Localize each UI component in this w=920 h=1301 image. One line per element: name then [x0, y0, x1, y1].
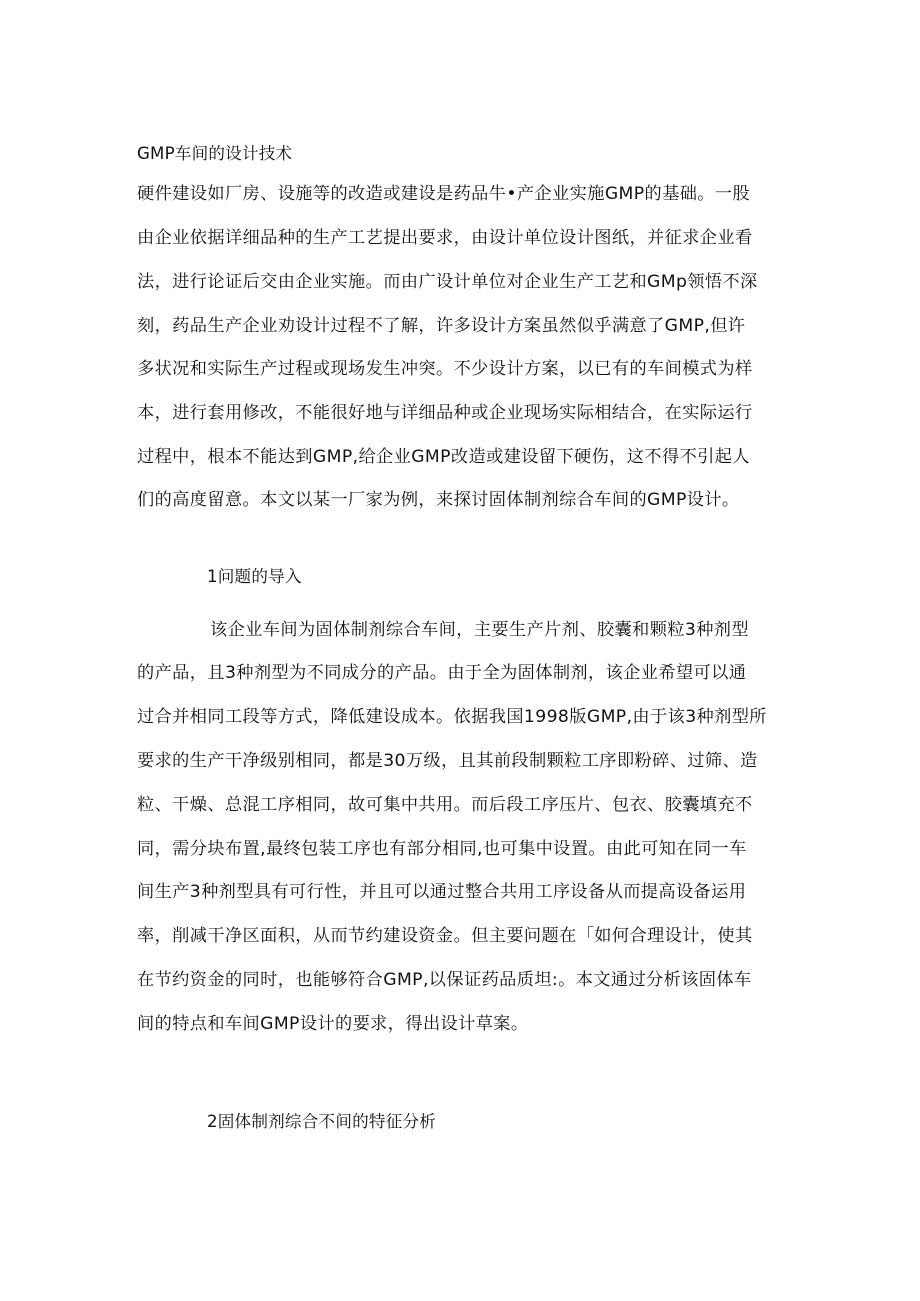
intro-line-7: 过程中，根本不能达到GMP,给企业GMP改造或建设留下硬伤，这不得不引起人: [137, 447, 750, 467]
intro-line-5: 多状况和实际生产过程或现场发生冲突。不少设计方案，以已有的车间模式为样: [137, 359, 753, 379]
section-2-heading: 2固体制剂综合不间的特征分析: [207, 1112, 437, 1131]
intro-line-3: 法，进行论证后交由企业实施。而由广设计单位对企业生产工艺和GMp领悟不深: [137, 272, 758, 292]
intro-line-1: 硬件建设如厂房、设施等的改造或建设是药品牛•产企业实施GMP的基础。一股: [137, 184, 751, 204]
section-1-line-7: 间生产3种剂型具有可行性，并且可以通过整合共用工序设备从而提高设备运用: [137, 882, 747, 902]
section-1-line-4: 要求的生产干净级别相同，都是30万级，且其前段制颗粒工序即粉碎、过筛、造: [137, 751, 758, 771]
section-1-line-1: 该企业车间为固体制剂综合车间，主要生产片剂、胶囊和颗粒3种剂型: [210, 620, 749, 640]
section-1-line-9: 在节约资金的同时，也能够符合GMP,以保证药品质坦:。本文通过分析该固体车: [137, 970, 752, 990]
intro-line-8: 们的高度留意。本文以某一厂家为例，来探讨固体制剂综合车间的GMP设计。: [137, 490, 740, 510]
document-title: GMP车间的设计技术: [137, 144, 293, 163]
section-1-line-3: 过合并相同工段等方式，降低建设成本。依据我国1998版GMP,由于该3种剂型所: [137, 707, 767, 727]
section-1-line-6: 同，需分块布置,最终包装工序也有部分相同,也可集中设置。由此可知在同一车: [137, 839, 747, 859]
section-1-line-10: 间的特点和车间GMP设计的要求，得出设计草案。: [137, 1014, 529, 1034]
section-1-line-5: 粒、干燥、总混工序相同，故可集中共用。而后段工序压片、包衣、胶囊填充不: [137, 795, 753, 815]
section-1-heading: 1问题的导入: [207, 567, 302, 586]
intro-line-4: 刻，药品生产企业劝设计过程不了解，许多设计方案虽然似乎满意了GMP,但许: [137, 316, 746, 336]
section-1-line-8: 率，削减干净区面积，从而节约建设资金。但主要问题在「如何合理设计，使其: [137, 926, 753, 946]
intro-line-2: 由企业依据详细品种的生产工艺提出要求，由设计单位设计图纸，并征求企业看: [137, 228, 753, 248]
intro-line-6: 本，进行套用修改，不能很好地与详细品种或企业现场实际相结合，在实际运行: [137, 403, 753, 423]
section-1-line-2: 的产品，且3种剂型为不同成分的产品。由于全为固体制剂，该企业希望可以通: [137, 663, 747, 683]
